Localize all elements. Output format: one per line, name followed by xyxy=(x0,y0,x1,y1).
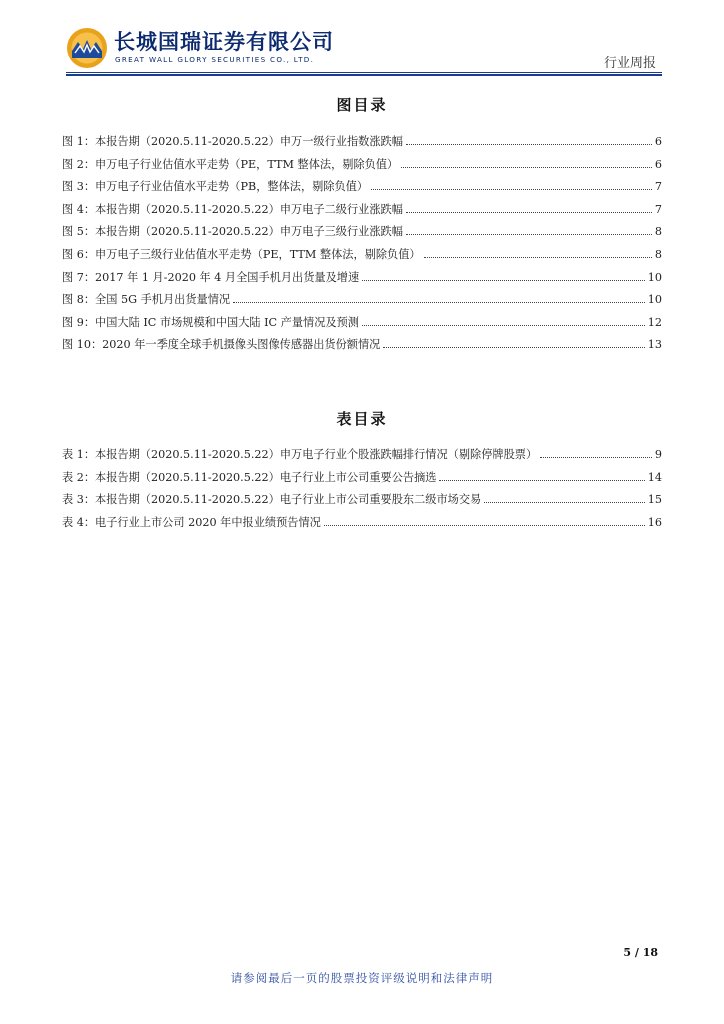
header-rule-top xyxy=(66,72,662,73)
toc-leader-dots xyxy=(362,280,645,281)
toc-entry[interactable] xyxy=(62,156,662,179)
toc-entry[interactable] xyxy=(62,178,662,201)
toc-entry[interactable] xyxy=(62,246,662,269)
toc-entry[interactable] xyxy=(62,269,662,292)
toc-entry-page: 10 xyxy=(647,293,662,307)
toc-leader-dots xyxy=(383,347,644,348)
toc-entry-label: 图 1：本报告期（2020.5.11-2020.5.22）申万一级行业指数涨跌幅 xyxy=(62,135,403,148)
legal-disclaimer-link[interactable]: 请参阅最后一页的股票投资评级说明和法律声明 xyxy=(230,971,494,985)
company-name-en: GREAT WALL GLORY SECURITIES CO., LTD. xyxy=(115,55,315,64)
page-header xyxy=(0,0,724,80)
toc-entry-label: 图 4：本报告期（2020.5.11-2020.5.22）申万电子二级行业涨跌幅 xyxy=(62,202,403,216)
toc-entry-page: 7 xyxy=(654,202,662,216)
toc-entry-label: 表 4：电子行业上市公司 2020 年中报业绩预告情况 xyxy=(62,515,321,529)
toc-entry[interactable] xyxy=(62,336,662,359)
toc-entry-page: 16 xyxy=(647,515,662,529)
toc-entry-page: 7 xyxy=(654,180,662,194)
toc-leader-dots xyxy=(484,502,645,503)
toc-leader-dots xyxy=(324,525,645,526)
toc-entry-page: 14 xyxy=(647,470,662,484)
toc-leader-dots xyxy=(406,212,652,213)
toc-entry-page: 8 xyxy=(654,247,662,261)
toc-entry-page: 6 xyxy=(654,135,662,148)
figure-index-title: 图目录 xyxy=(336,96,388,114)
toc-entry-label: 图 2：申万电子行业估值水平走势（PE，TTM 整体法，剔除负值） xyxy=(62,157,399,171)
toc-entry-label: 图 10：2020 年一季度全球手机摄像头图像传感器出货份额情况 xyxy=(62,338,381,352)
toc-leader-dots xyxy=(439,480,644,481)
toc-entry-page: 10 xyxy=(647,270,662,284)
toc-entry-page: 13 xyxy=(647,338,662,352)
toc-entry[interactable] xyxy=(62,514,662,537)
toc-leader-dots xyxy=(406,234,652,235)
figure-index-list xyxy=(62,133,662,359)
toc-leader-dots xyxy=(424,257,652,258)
company-name-cn: 长城国瑞证券有限公司 xyxy=(114,30,334,54)
toc-entry-label: 图 5：本报告期（2020.5.11-2020.5.22）申万电子三级行业涨跌幅 xyxy=(62,225,403,239)
company-logo-icon xyxy=(66,27,108,69)
toc-entry-label: 图 9：中国大陆 IC 市场规模和中国大陆 IC 产量情况及预测 xyxy=(62,315,359,329)
page-number: 5 / 18 xyxy=(623,946,658,959)
toc-entry[interactable] xyxy=(62,201,662,224)
toc-entry[interactable] xyxy=(62,491,662,514)
report-type-label: 行业周报 xyxy=(603,56,656,71)
toc-entry-page: 12 xyxy=(647,315,662,329)
toc-entry[interactable] xyxy=(62,469,662,492)
toc-entry-label: 图 3：申万电子行业估值水平走势（PB，整体法，剔除负值） xyxy=(62,180,369,194)
toc-entry-label: 图 8：全国 5G 手机月出货量情况 xyxy=(62,293,231,307)
table-index-list xyxy=(62,446,662,536)
toc-leader-dots xyxy=(233,302,645,303)
toc-leader-dots xyxy=(401,167,652,168)
toc-entry[interactable] xyxy=(62,133,662,156)
toc-entry-label: 图 6：申万电子三级行业估值水平走势（PE，TTM 整体法，剔除负值） xyxy=(62,247,421,261)
toc-entry[interactable] xyxy=(62,314,662,337)
toc-entry[interactable] xyxy=(62,291,662,314)
toc-entry-page: 6 xyxy=(654,157,662,171)
toc-entry-page: 15 xyxy=(647,493,662,507)
toc-entry[interactable] xyxy=(62,223,662,246)
table-index-title: 表目录 xyxy=(336,410,388,428)
toc-entry-label: 表 3：本报告期（2020.5.11-2020.5.22）电子行业上市公司重要股东二级市场交易 xyxy=(62,493,482,507)
toc-leader-dots xyxy=(362,325,645,326)
toc-leader-dots xyxy=(371,189,652,190)
toc-entry-page: 8 xyxy=(654,225,662,239)
header-rule-bottom xyxy=(66,74,662,76)
toc-entry[interactable] xyxy=(62,446,662,469)
toc-leader-dots xyxy=(406,144,652,145)
toc-leader-dots xyxy=(540,457,652,458)
toc-entry-label: 表 2：本报告期（2020.5.11-2020.5.22）电子行业上市公司重要公告摘选 xyxy=(62,470,437,484)
toc-entry-page: 9 xyxy=(654,448,662,461)
toc-entry-label: 表 1：本报告期（2020.5.11-2020.5.22）申万电子行业个股涨跌幅排行情况（剔除停牌股票） xyxy=(62,448,538,461)
toc-entry-label: 图 7：2017 年 1 月-2020 年 4 月全国手机月出货量及增速 xyxy=(62,270,360,284)
